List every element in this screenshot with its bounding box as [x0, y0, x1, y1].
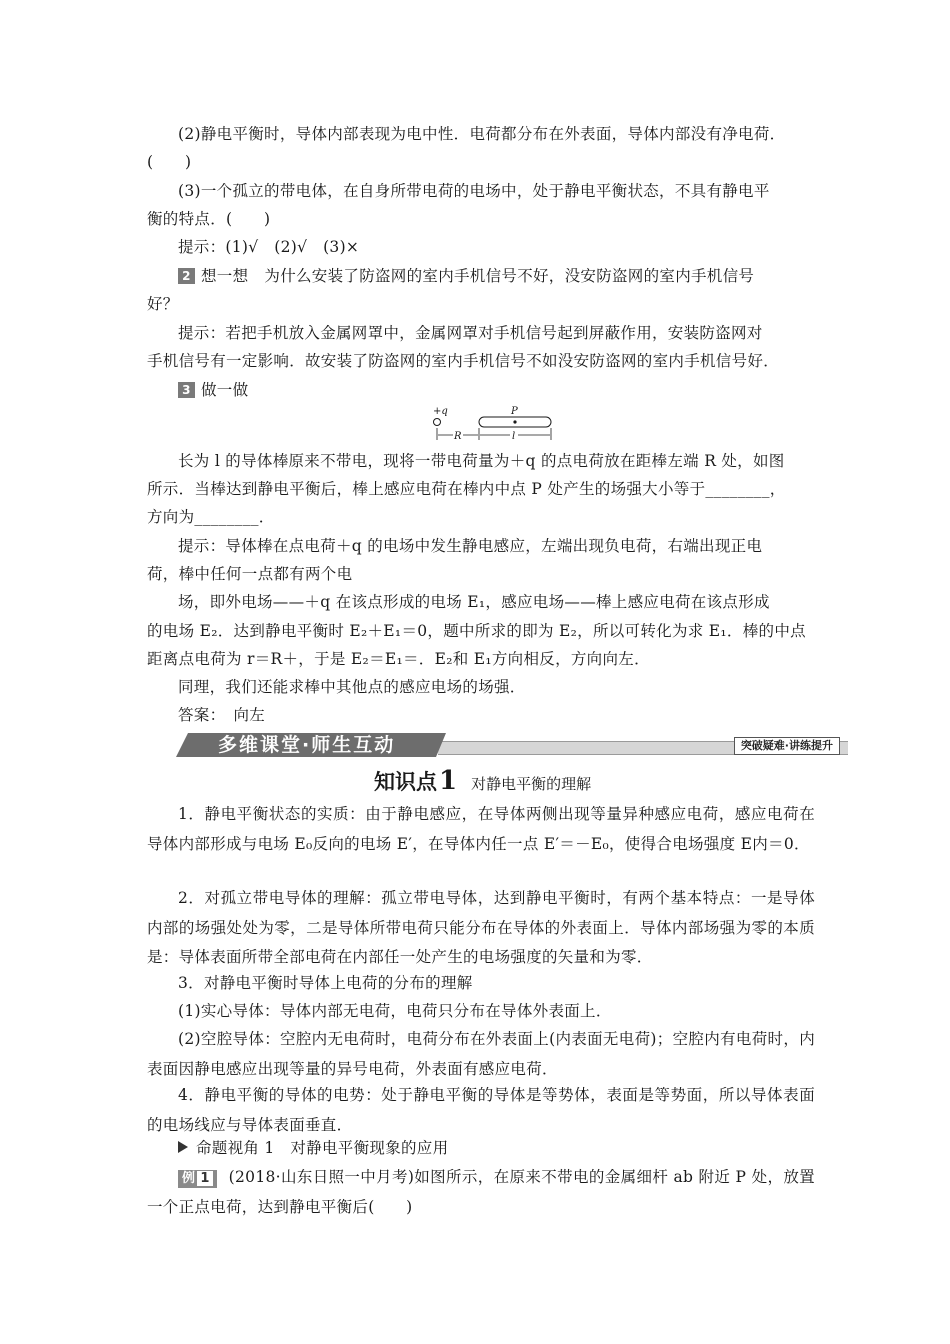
do-extra: 同理，我们还能求棒中其他点的感应电场的场强． [178, 678, 526, 696]
knowledge-point-heading [374, 766, 591, 796]
knowledge-paragraph-3a: (1)实心导体：导体内部无电荷，电荷只分布在导体外表面上． [178, 1002, 612, 1020]
angle-heading [178, 1138, 448, 1158]
knowledge-point-number: 1 [439, 766, 458, 796]
angle-label: 命题视角 1 对静电平衡现象的应用 [196, 1139, 449, 1157]
midpoint-p [513, 420, 516, 423]
example-text: (2018·山东日照一中月考)如图所示，在原来不带电的金属细杆 ab 附近 P 处，放置一个正点电荷，达到静电平衡后( ) [147, 1168, 815, 1216]
do-label: 做一做 [201, 381, 249, 399]
do-hint-line2: 荷，棒中任何一点都有两个电 [147, 565, 353, 583]
charge-label: +q [433, 406, 448, 417]
do-number-icon: 3 [178, 382, 195, 398]
think-question-line2: 好？ [147, 295, 179, 313]
question-3-line2: 衡的特点．( ) [147, 210, 271, 228]
example-badge [178, 1170, 217, 1188]
l-label: l [512, 431, 516, 442]
knowledge-paragraph-1: 1．静电平衡状态的实质：由于静电感应，在导体两侧出现等量异种感应电荷，感应电荷在导体内部形成与电场 E₀反向的电场 E′，在导体内任一点 E′＝－E₀，使得合电场强度 E内＝0． [147, 805, 815, 853]
do-hint-line1: 提示：导体棒在点电荷＋q 的电场中发生静电感应，左端出现负电荷，右端出现正电 [178, 537, 763, 555]
knowledge-paragraph-3: 3．对静电平衡时导体上电荷的分布的理解 [178, 974, 473, 992]
example-block [147, 1163, 815, 1222]
problem-line3: 方向为________． [147, 508, 275, 526]
point-charge-icon [434, 419, 441, 426]
r-label: R [454, 431, 462, 442]
rod-charge-figure [428, 402, 558, 444]
think-answer-line2: 手机信号有一定影响．故安装了防盗网的室内手机信号不如没安防盗网的室内手机信号好． [147, 352, 780, 370]
question-3-line1: (3)一个孤立的带电体，在自身所带电荷的电场中，处于静电平衡状态，不具有静电平 [178, 182, 770, 200]
think-heading [178, 266, 754, 286]
knowledge-point-title: 知识点 [374, 770, 437, 794]
banner-title: 多维课堂·师生互动 [218, 734, 396, 756]
banner-tag: 突破疑难·讲练提升 [734, 737, 840, 755]
knowledge-paragraph-4: 4．静电平衡的导体的电势：处于静电平衡的导体是等势体，表面是等势面，所以导体表面的电场线应与导体表面垂直． [147, 1086, 815, 1134]
knowledge-paragraph-2: 2．对孤立带电导体的理解：孤立带电导体，达到静电平衡时，有两个基本特点：一是导体内部的场强处处为零，二是导体所带电荷只能分布在导体的外表面上．导体内部场强为零的本质是：导体表面所带全部电荷在内部任一处产生的电场强度的矢量和为零． [147, 889, 815, 966]
point-p-label: P [511, 406, 518, 417]
hint-answers: 提示：(1)√ (2)√ (3)× [178, 238, 360, 256]
knowledge-point-subtitle: 对静电平衡的理解 [471, 775, 592, 793]
problem-line1: 长为 l 的导体棒原来不带电，现将一带电荷量为＋q 的点电荷放在距棒左端 R 处，如图 [178, 452, 785, 470]
question-2-line2: ( ) [147, 153, 192, 171]
think-number-icon: 2 [178, 268, 195, 284]
do-hint-line5: 距离点电荷为 r＝R＋，于是 E₂＝E₁＝．E₂和 E₁方向相反，方向向左． [147, 650, 650, 668]
think-answer-line1: 提示：若把手机放入金属网罩中，金属网罩对手机信号起到屏蔽作用，安装防盗网对 [178, 324, 763, 342]
knowledge-paragraph-3b: (2)空腔导体：空腔内无电荷时，电荷分布在外表面上(内表面无电荷)；空腔内有电荷时，内表面因静电感应出现等量的异号电荷，外表面有感应电荷． [147, 1030, 815, 1078]
question-2-line1: (2)静电平衡时，导体内部表现为电中性．电荷都分布在外表面，导体内部没有净电荷． [178, 125, 786, 143]
play-triangle-icon [178, 1141, 188, 1153]
example-number: 1 [197, 1171, 212, 1186]
do-hint-line4: 的电场 E₂．达到静电平衡时 E₂＋E₁＝0，题中所求的即为 E₂，所以可转化为求 E₁．棒的中点 [147, 622, 806, 640]
section-banner [176, 733, 848, 757]
example-label: 例 [182, 1171, 196, 1186]
do-hint-line3: 场，即外电场——＋q 在该点形成的电场 E₁，感应电场——棒上感应电荷在该点形成 [178, 593, 770, 611]
do-answer: 答案： 向左 [178, 706, 266, 724]
problem-line2: 所示．当棒达到静电平衡后，棒上感应电荷在棒内中点 P 处产生的场强大小等于________， [147, 480, 786, 498]
do-heading [178, 380, 248, 400]
think-question-line1: 为什么安装了防盗网的室内手机信号不好，没安防盗网的室内手机信号 [264, 267, 755, 285]
think-label: 想一想 [201, 267, 249, 285]
